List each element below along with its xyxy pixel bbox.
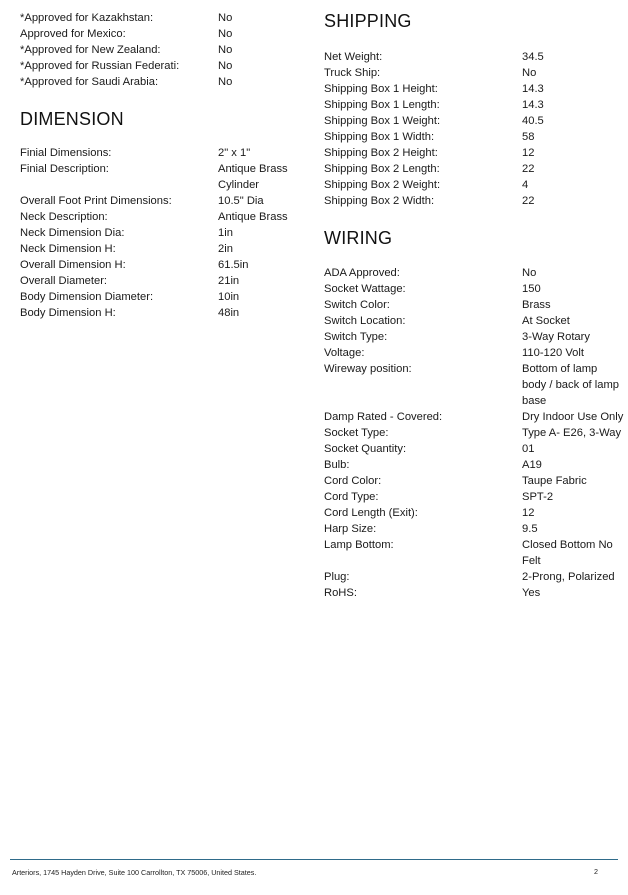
spec-row: [20, 42, 305, 58]
spec-value: 3-Way Rotary: [522, 331, 590, 343]
spec-row: [20, 10, 305, 26]
spec-value: Bottom of lamp body / back of lamp base: [522, 363, 620, 407]
spec-row: [324, 81, 624, 97]
spec-label: Switch Color:: [324, 299, 390, 311]
spec-value: Antique Brass: [218, 211, 288, 223]
spec-label: Shipping Box 1 Weight:: [324, 115, 441, 127]
spec-label: Net Weight:: [324, 51, 383, 63]
spec-label: Overall Diameter:: [20, 275, 108, 287]
wiring-list: [324, 265, 624, 601]
spec-value: At Socket: [522, 315, 570, 327]
spec-label: Lamp Bottom:: [324, 539, 394, 551]
spec-row: [324, 49, 624, 65]
spec-label: Shipping Box 2 Height:: [324, 147, 438, 159]
spec-label: Plug:: [324, 571, 350, 583]
page-number: 2: [594, 867, 598, 876]
spec-value: 58: [522, 131, 535, 143]
spec-value: 4: [522, 179, 529, 191]
spec-label: Neck Dimension H:: [20, 243, 116, 255]
spec-row: [20, 225, 305, 241]
spec-value: 110-120 Volt: [522, 347, 584, 359]
spec-value: No: [218, 28, 233, 40]
spec-value: A19: [522, 459, 542, 471]
approvals-list: [20, 10, 305, 90]
spec-row: [324, 457, 624, 473]
footer-address: Arteriors, 1745 Hayden Drive, Suite 100 Carrollton, TX 75006, United States.: [12, 868, 257, 877]
spec-value: 22: [522, 163, 535, 175]
spec-row: [324, 177, 624, 193]
spec-row: [324, 281, 624, 297]
spec-row: [324, 297, 624, 313]
spec-value: Yes: [522, 587, 541, 599]
spec-label: RoHS:: [324, 587, 357, 599]
spec-label: ADA Approved:: [324, 267, 400, 279]
spec-row: [324, 505, 624, 521]
spec-value: No: [218, 12, 233, 24]
spec-value: 2" x 1": [218, 147, 251, 159]
spec-label: Cord Type:: [324, 491, 379, 503]
spec-value: 2-Prong, Polarized: [522, 571, 615, 583]
spec-row: [324, 193, 624, 209]
spec-row: [20, 305, 305, 321]
spec-row: [324, 569, 624, 585]
spec-label: Neck Description:: [20, 211, 108, 223]
spec-label: Neck Dimension Dia:: [20, 227, 125, 239]
spec-row: [20, 74, 305, 90]
spec-value: No: [218, 60, 233, 72]
shipping-section-title: SHIPPING: [324, 11, 412, 31]
spec-value: Taupe Fabric: [522, 475, 587, 487]
spec-label: *Approved for Kazakhstan:: [20, 12, 154, 24]
spec-label: Socket Type:: [324, 427, 389, 439]
spec-label: Body Dimension H:: [20, 307, 116, 319]
spec-label: Socket Quantity:: [324, 443, 407, 455]
spec-row: [20, 257, 305, 273]
spec-value: 40.5: [522, 115, 544, 127]
spec-label: Switch Location:: [324, 315, 406, 327]
spec-value: Brass: [522, 299, 551, 311]
spec-label: Body Dimension Diameter:: [20, 291, 154, 303]
spec-value: 10.5" Dia: [218, 195, 264, 207]
spec-row: [324, 145, 624, 161]
spec-row: [324, 361, 624, 409]
spec-label: Shipping Box 1 Length:: [324, 99, 440, 111]
spec-row: [324, 521, 624, 537]
spec-label: Approved for Mexico:: [20, 28, 126, 40]
spec-row: [20, 273, 305, 289]
spec-label: *Approved for Saudi Arabia:: [20, 76, 159, 88]
spec-value: 21in: [218, 275, 240, 287]
spec-row: [324, 489, 624, 505]
spec-row: [20, 161, 305, 193]
spec-value: Type A- E26, 3-Way: [522, 427, 622, 439]
spec-value: No: [522, 67, 537, 79]
spec-label: Socket Wattage:: [324, 283, 406, 295]
spec-row: [324, 441, 624, 457]
spec-label: Shipping Box 2 Width:: [324, 195, 435, 207]
spec-label: Shipping Box 2 Length:: [324, 163, 440, 175]
spec-label: Wireway position:: [324, 363, 412, 375]
spec-row: [324, 425, 624, 441]
spec-value: No: [522, 267, 537, 279]
spec-value: Antique Brass Cylinder: [218, 163, 288, 191]
spec-value: No: [218, 76, 233, 88]
spec-label: Shipping Box 1 Height:: [324, 83, 438, 95]
spec-row: [324, 473, 624, 489]
spec-value: 150: [522, 283, 541, 295]
spec-value: 12: [522, 507, 535, 519]
spec-label: Finial Dimensions:: [20, 147, 112, 159]
wiring-section-title: WIRING: [324, 228, 393, 248]
spec-row: [324, 329, 624, 345]
spec-row: [324, 585, 624, 601]
spec-row: [324, 345, 624, 361]
spec-row: [324, 409, 624, 425]
spec-row: [20, 26, 305, 42]
dimension-section-title: DIMENSION: [20, 109, 124, 129]
footer-rule: [10, 859, 618, 860]
spec-value: Closed Bottom No Felt: [522, 539, 613, 567]
spec-label: Shipping Box 2 Weight:: [324, 179, 441, 191]
spec-row: [20, 145, 305, 161]
spec-row: [20, 289, 305, 305]
spec-label: Overall Foot Print Dimensions:: [20, 195, 172, 207]
spec-value: 14.3: [522, 83, 544, 95]
spec-label: Bulb:: [324, 459, 350, 471]
spec-row: [20, 193, 305, 209]
spec-value: 48in: [218, 307, 240, 319]
spec-value: No: [218, 44, 233, 56]
spec-label: Finial Description:: [20, 163, 109, 175]
spec-row: [324, 265, 624, 281]
spec-label: Overall Dimension H:: [20, 259, 126, 271]
spec-label: *Approved for New Zealand:: [20, 44, 161, 56]
spec-row: [324, 161, 624, 177]
spec-value: 12: [522, 147, 535, 159]
spec-value: SPT-2: [522, 491, 554, 503]
spec-row: [324, 129, 624, 145]
spec-label: Voltage:: [324, 347, 365, 359]
spec-label: *Approved for Russian Federati:: [20, 60, 180, 72]
spec-value: 14.3: [522, 99, 544, 111]
spec-value: 1in: [218, 227, 233, 239]
spec-row: [324, 97, 624, 113]
shipping-list: [324, 49, 624, 209]
spec-value: 10in: [218, 291, 240, 303]
dimension-list: [20, 145, 305, 321]
spec-label: Shipping Box 1 Width:: [324, 131, 435, 143]
spec-label: Switch Type:: [324, 331, 388, 343]
spec-value: 01: [522, 443, 535, 455]
spec-row: [324, 537, 624, 569]
spec-row: [20, 241, 305, 257]
spec-value: 61.5in: [218, 259, 249, 271]
spec-value: 9.5: [522, 523, 538, 535]
spec-label: Cord Color:: [324, 475, 382, 487]
spec-row: [20, 58, 305, 74]
spec-row: [20, 209, 305, 225]
spec-value: 34.5: [522, 51, 544, 63]
spec-label: Cord Length (Exit):: [324, 507, 418, 519]
spec-row: [324, 313, 624, 329]
spec-value: 22: [522, 195, 535, 207]
spec-row: [324, 65, 624, 81]
spec-label: Harp Size:: [324, 523, 377, 535]
spec-value: 2in: [218, 243, 233, 255]
spec-label: Damp Rated - Covered:: [324, 411, 443, 423]
spec-value: Dry Indoor Use Only: [522, 411, 624, 423]
spec-label: Truck Ship:: [324, 67, 381, 79]
spec-row: [324, 113, 624, 129]
